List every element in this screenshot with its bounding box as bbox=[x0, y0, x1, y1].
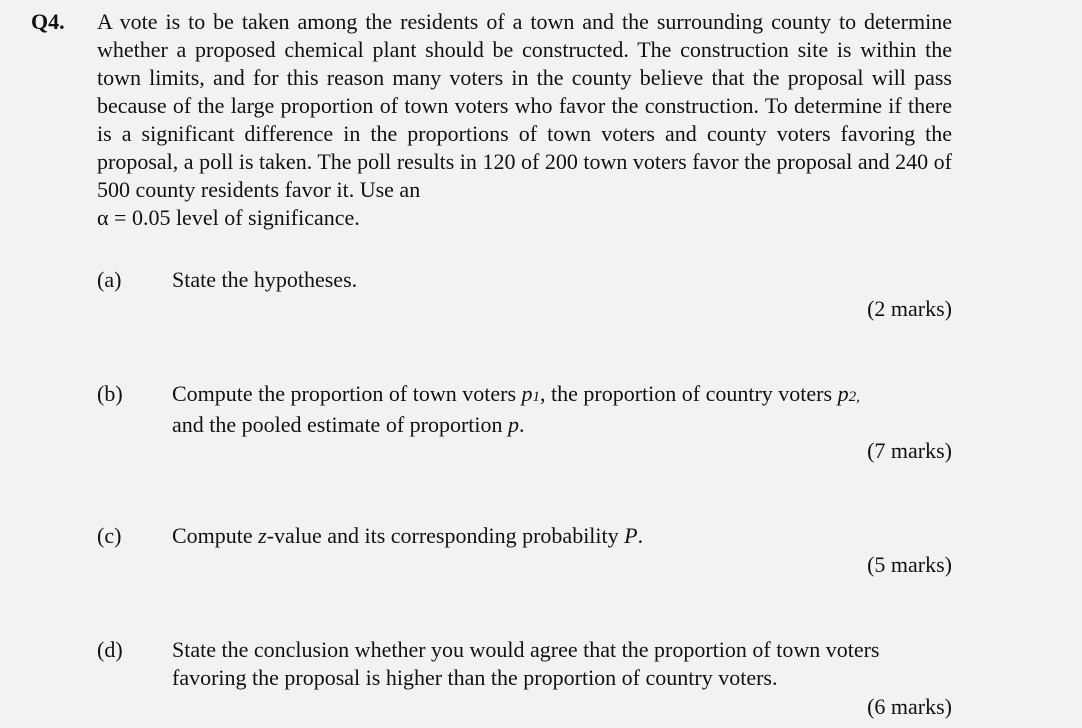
part-d-text: State the conclusion whether you would agree that the proportion of town voters favoring the proposal is higher than the proportion of country voters. bbox=[172, 637, 880, 690]
part-b-text-2: , the proportion of country voters bbox=[540, 381, 838, 406]
part-b-text bbox=[172, 380, 952, 439]
part-b-text-4: . bbox=[519, 412, 525, 437]
part-a-marks: (2 marks) bbox=[867, 296, 952, 321]
p1-subscript: 1 bbox=[532, 389, 541, 405]
part-b-label: (b) bbox=[97, 381, 123, 406]
question-number: Q4. bbox=[31, 9, 65, 34]
part-b-text-3: and the pooled estimate of proportion bbox=[172, 412, 509, 437]
part-b-marks: (7 marks) bbox=[867, 438, 952, 463]
part-a-text: State the hypotheses. bbox=[172, 267, 358, 292]
part-c-marks: (5 marks) bbox=[867, 552, 952, 577]
part-c-label: (c) bbox=[97, 523, 122, 548]
p2-subscript: 2, bbox=[848, 389, 860, 405]
question-stem bbox=[97, 8, 952, 232]
stem-text: A vote is to be taken among the residents of a town and the surrounding county to determine whether a proposed chemical plant should be constructed. The construction site is within the town limits, and for this reason many voters in the county believe that the proposal will pass because of the large proportion of town voters who favor the construction. To determine if there is a significant difference in the proportions of town voters and county voters favoring the proposal, a poll is taken. The poll results in 120 of 200 town voters favor the proposal and 240 of 500 county residents favor it. Use an bbox=[97, 9, 952, 202]
part-c-text-1: Compute bbox=[172, 523, 259, 548]
alpha-text: = 0.05 level of significance. bbox=[108, 205, 360, 230]
alpha-symbol: α bbox=[97, 205, 109, 230]
part-c-text-3: . bbox=[637, 523, 644, 548]
part-a-label: (a) bbox=[97, 267, 122, 292]
part-b-text-1: Compute the proportion of town voters bbox=[172, 381, 522, 406]
p1-variable: p bbox=[521, 381, 533, 406]
p2-variable: p bbox=[837, 381, 849, 406]
part-c-text-2: -value and its corresponding probability bbox=[266, 523, 625, 548]
p-variable: p bbox=[508, 412, 520, 437]
P-variable: P bbox=[624, 523, 638, 548]
part-c-text bbox=[172, 522, 952, 550]
z-variable: z bbox=[258, 523, 267, 548]
part-d-label: (d) bbox=[97, 637, 123, 662]
part-d-marks: (6 marks) bbox=[867, 694, 952, 719]
